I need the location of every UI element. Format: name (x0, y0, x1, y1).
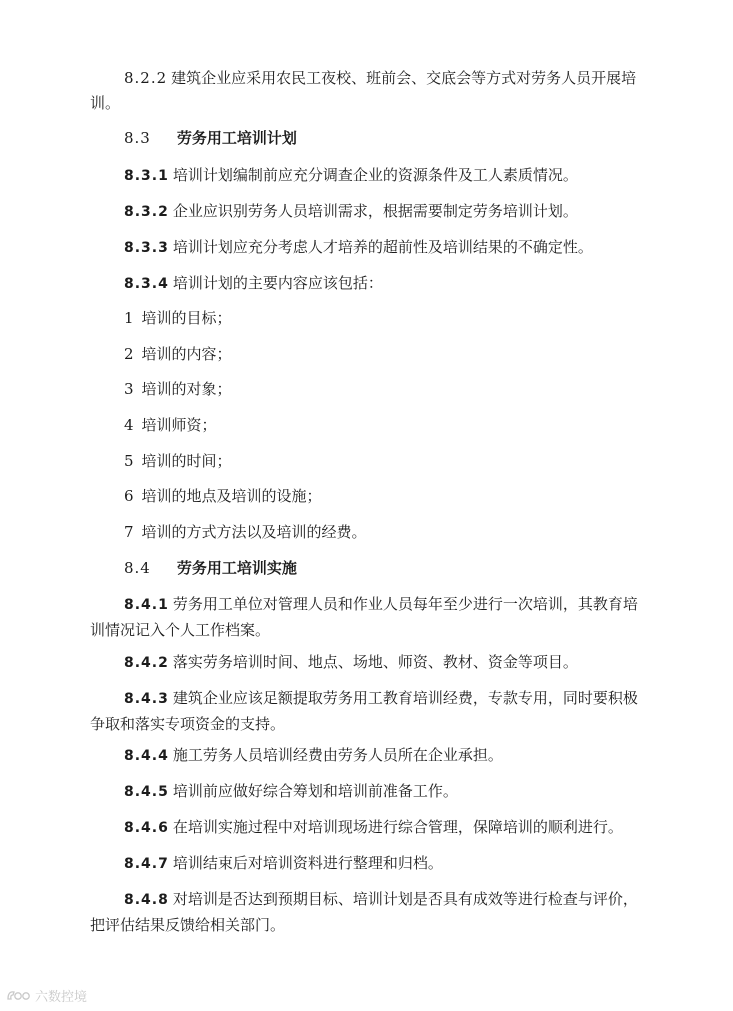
list-item (124, 413, 217, 438)
clause-number: 8.3.2 (124, 204, 169, 220)
section-heading-8-3 (124, 126, 297, 151)
list-item (124, 342, 232, 367)
list-number: 4 (124, 416, 134, 434)
clause-number: 8.4.2 (124, 655, 169, 671)
clause-number: 8.4.7 (124, 856, 169, 872)
section-title: 劳务用工培训实施 (176, 559, 297, 577)
list-item (124, 377, 232, 402)
clause-text: 企业应识别劳务人员培训需求，根据需要制定劳务培训计划。 (172, 202, 578, 220)
list-text: 培训的对象； (141, 380, 232, 398)
section-number: 8.3 (124, 129, 151, 147)
clause-number: 8.3.1 (124, 168, 169, 184)
clause-number: 8.4.3 (124, 691, 169, 707)
paragraph-8-4-3 (90, 686, 645, 737)
clause-text: 施工劳务人员培训经费由劳务人员所在企业承担。 (172, 746, 503, 764)
paragraph-8-4-8 (90, 887, 645, 938)
list-text: 培训师资； (141, 416, 217, 434)
clause-text: 落实劳务培训时间、地点、场地、师资、教材、资金等项目。 (172, 653, 578, 671)
watermark-logo-icon (6, 989, 32, 1003)
list-number: 5 (124, 452, 134, 470)
clause-number: 8.3.3 (124, 240, 169, 256)
clause-text: 培训结束后对培训资料进行整理和归档。 (172, 854, 443, 872)
list-number: 2 (124, 345, 134, 363)
paragraph-8-3-2 (90, 199, 690, 225)
paragraph-8-4-6 (90, 815, 690, 841)
clause-text: 建筑企业应采用农民工夜校、班前会、交底会等方式对劳务人员开展培训。 (90, 69, 637, 112)
list-number: 3 (124, 380, 134, 398)
clause-number: 8.4.4 (124, 748, 169, 764)
list-text: 培训的方式方法以及培训的经费。 (141, 523, 367, 541)
list-text: 培训的时间； (141, 452, 232, 470)
clause-text: 培训计划编制前应充分调查企业的资源条件及工人素质情况。 (172, 166, 578, 184)
list-number: 7 (124, 523, 134, 541)
list-text: 培训的内容； (141, 345, 232, 363)
clause-text: 培训前应做好综合筹划和培训前准备工作。 (172, 782, 458, 800)
clause-text: 对培训是否达到预期目标、培训计划是否具有成效等进行检查与评价，把评估结果反馈给相关部门。 (90, 890, 638, 934)
section-number: 8.4 (124, 559, 151, 577)
section-title: 劳务用工培训计划 (176, 129, 297, 147)
list-item (124, 306, 232, 331)
paragraph-8-4-2 (90, 650, 690, 676)
list-item (124, 484, 322, 509)
clause-number: 8.4.6 (124, 820, 169, 836)
clause-number: 8.4.8 (124, 892, 169, 908)
paragraph-8-4-4 (90, 743, 690, 769)
clause-number: 8.4.5 (124, 784, 169, 800)
list-text: 培训的目标； (141, 309, 232, 327)
clause-number: 8.3.4 (124, 276, 169, 292)
clause-number: 8.2.2 (124, 69, 168, 87)
paragraph-8-3-3 (90, 235, 690, 261)
paragraph-8-4-5 (90, 779, 690, 805)
clause-text: 培训计划的主要内容应该包括： (172, 274, 383, 292)
list-text: 培训的地点及培训的设施； (141, 487, 322, 505)
clause-text: 建筑企业应该足额提取劳务用工教育培训经费，专款专用，同时要积极争取和落实专项资金的支持。 (90, 689, 638, 733)
list-number: 6 (124, 487, 134, 505)
clause-text: 培训计划应充分考虑人才培养的超前性及培训结果的不确定性。 (172, 238, 593, 256)
list-item (124, 449, 232, 474)
list-item (124, 520, 367, 545)
paragraph-8-3-4 (90, 271, 690, 297)
paragraph-8-3-1 (90, 163, 690, 189)
paragraph-8-4-1 (90, 592, 645, 643)
watermark-text: 六数控境 (35, 990, 88, 1005)
clause-text: 在培训实施过程中对培训现场进行综合管理，保障培训的顺利进行。 (172, 818, 623, 836)
paragraph-8-4-7 (90, 851, 690, 877)
list-number: 1 (124, 309, 134, 327)
section-heading-8-4 (124, 556, 297, 581)
clause-number: 8.4.1 (124, 597, 169, 613)
watermark (6, 986, 87, 1005)
clause-text: 劳务用工单位对管理人员和作业人员每年至少进行一次培训，其教育培训情况记入个人工作档案。 (90, 595, 638, 639)
paragraph-8-2-2 (90, 66, 645, 116)
